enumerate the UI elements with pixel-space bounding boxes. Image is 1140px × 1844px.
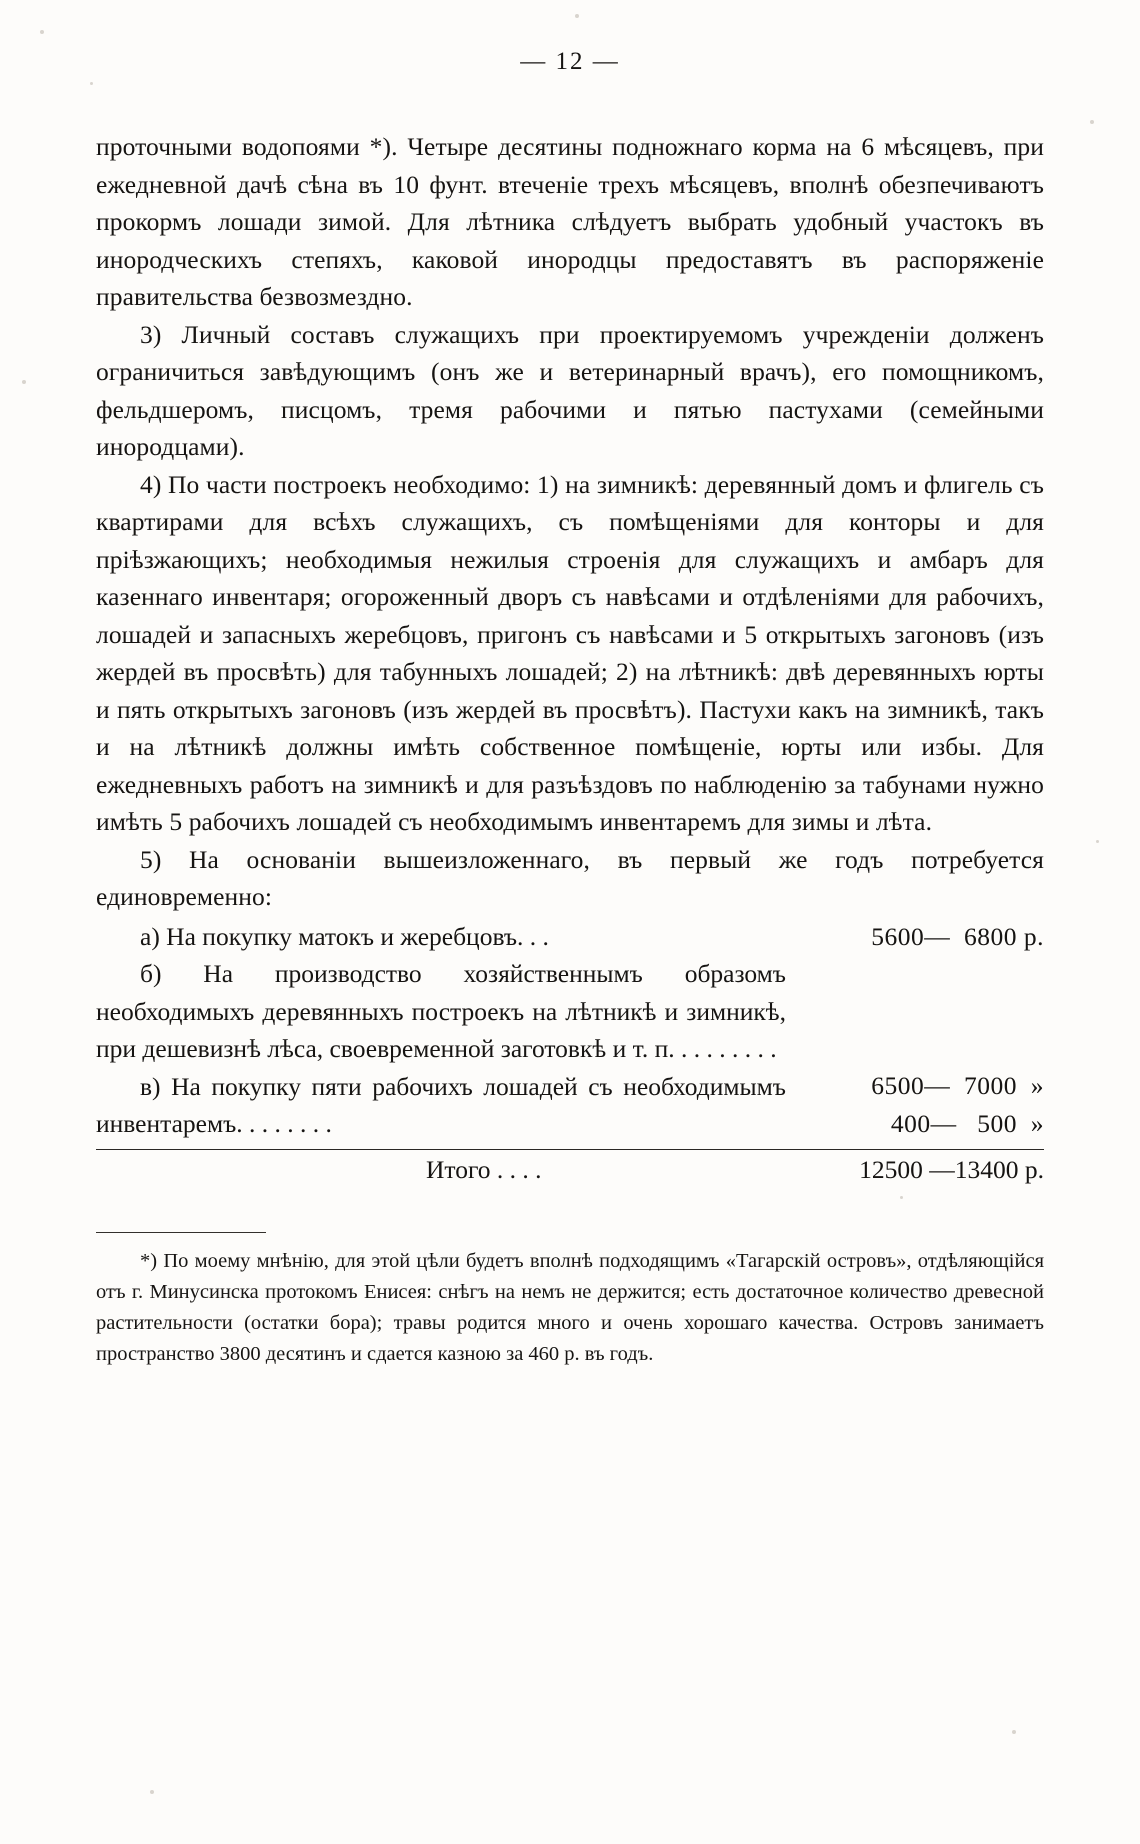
paper-speck bbox=[900, 1196, 903, 1199]
paper-speck bbox=[575, 14, 579, 18]
cost-amount: 5600— 6800 р. bbox=[871, 921, 1044, 951]
footnote-text: *) По моему мнѣнію, для этой цѣли будетъ вполнѣ подходящимъ «Тагарскій островъ», отдѣляющійся отъ г. Минусинска протокомъ Енисея: снѣгъ на немъ не держится; есть достаточное количество древесной растительности (остатки бора); травы родится много и очень хорошаго качества. Островъ занимаетъ пространство 3800 десятинъ и сдается казною за 460 р. въ годъ. bbox=[96, 1250, 1044, 1365]
paper-speck bbox=[22, 380, 26, 384]
paper-speck bbox=[1090, 120, 1094, 124]
paper-speck bbox=[1096, 840, 1099, 843]
paragraph-4: 5) На основаніи вышеизложеннаго, въ первый же годъ потребуется единовременно: bbox=[96, 844, 1044, 911]
page-body bbox=[96, 128, 1044, 1188]
paragraph-2: 3) Личный составъ служащихъ при проектируемомъ учрежденіи долженъ ограничиться завѣдующимъ (онъ же и ветеринарный врачъ), его помощникомъ, фельдшеромъ, писцомъ, тремя рабочими и пятью пастухами (семейными инородцами). bbox=[96, 319, 1044, 461]
paragraph-1: проточными водопоями *). Четыре десятины подножнаго корма на 6 мѣсяцевъ, при ежедневной дачѣ сѣна въ 10 фунт. втеченіе трехъ мѣсяцевъ, вполнѣ обезпечиваютъ прокормъ лошади зимой. Для лѣтника слѣдуетъ выбрать удобный участокъ въ инородческихъ степяхъ, каковой инородцы предоставятъ въ распоряженіе правительства безвозмездно. bbox=[96, 132, 1044, 311]
total-row bbox=[96, 1152, 1044, 1188]
cost-row bbox=[96, 1068, 1044, 1143]
paper-speck bbox=[1012, 1730, 1016, 1734]
footnote bbox=[96, 1246, 1044, 1370]
cost-amount: 400— 500 » bbox=[890, 1108, 1044, 1138]
paper-speck bbox=[40, 30, 44, 34]
paragraph-3: 4) По части построекъ необходимо: 1) на зимникѣ: деревянный домъ и флигель съ квартирами для всѣхъ служащихъ, съ помѣщеніями для конторы и для пріѣзжающихъ; необходимыя нежилыя строенія для служащихъ и амбаръ для казеннаго инвентаря; огороженный дворъ съ навѣсами и отдѣленіями для рабочихъ, лошадей и запасныхъ жеребцовъ, пригонъ съ навѣсами и 5 открытыхъ загоновъ (изъ жердей въ просвѣть) для табунныхъ лошадей; 2) на лѣтникѣ: двѣ деревянныхъ юрты и пять открытыхъ загоновъ (изъ жердей въ просвѣтъ). Пастухи какъ на зимникѣ, такъ и на лѣтникѣ должны имѣть собственное помѣщеніе, юрты или избы. Для ежедневныхъ работъ на зимникѣ и для разъѣздовъ по наблюденію за табунами нужно имѣть 5 рабочихъ лошадей съ необходимымъ инвентаремъ для зимы и лѣта. bbox=[96, 469, 1044, 836]
cost-amount: 6500— 7000 » bbox=[871, 1071, 1044, 1100]
footnote-divider bbox=[96, 1232, 266, 1233]
cost-label: а) На покупку матокъ и жеребцовъ. . . bbox=[140, 921, 549, 951]
total-divider bbox=[96, 1149, 1044, 1150]
paper-speck bbox=[90, 82, 93, 85]
total-label: Итого . . . . bbox=[426, 1154, 542, 1184]
paper-speck bbox=[150, 1790, 154, 1794]
total-amount: 12500 —13400 р. bbox=[859, 1154, 1044, 1184]
cost-label: б) На производство хозяйственнымъ образомъ необходимыхъ деревянныхъ построекъ на лѣтникѣ и зимникѣ, при дешевизнѣ лѣса, своевременной заготовкѣ и т. п. . . . . . . . . bbox=[96, 959, 786, 1063]
cost-table bbox=[96, 918, 1044, 1188]
cost-label: в) На покупку пяти рабочихъ лошадей съ необходимымъ инвентаремъ. . . . . . . . bbox=[96, 1071, 786, 1138]
page-number: — 12 — bbox=[520, 48, 620, 75]
cost-row bbox=[96, 918, 1044, 956]
cost-row bbox=[96, 955, 1044, 1100]
